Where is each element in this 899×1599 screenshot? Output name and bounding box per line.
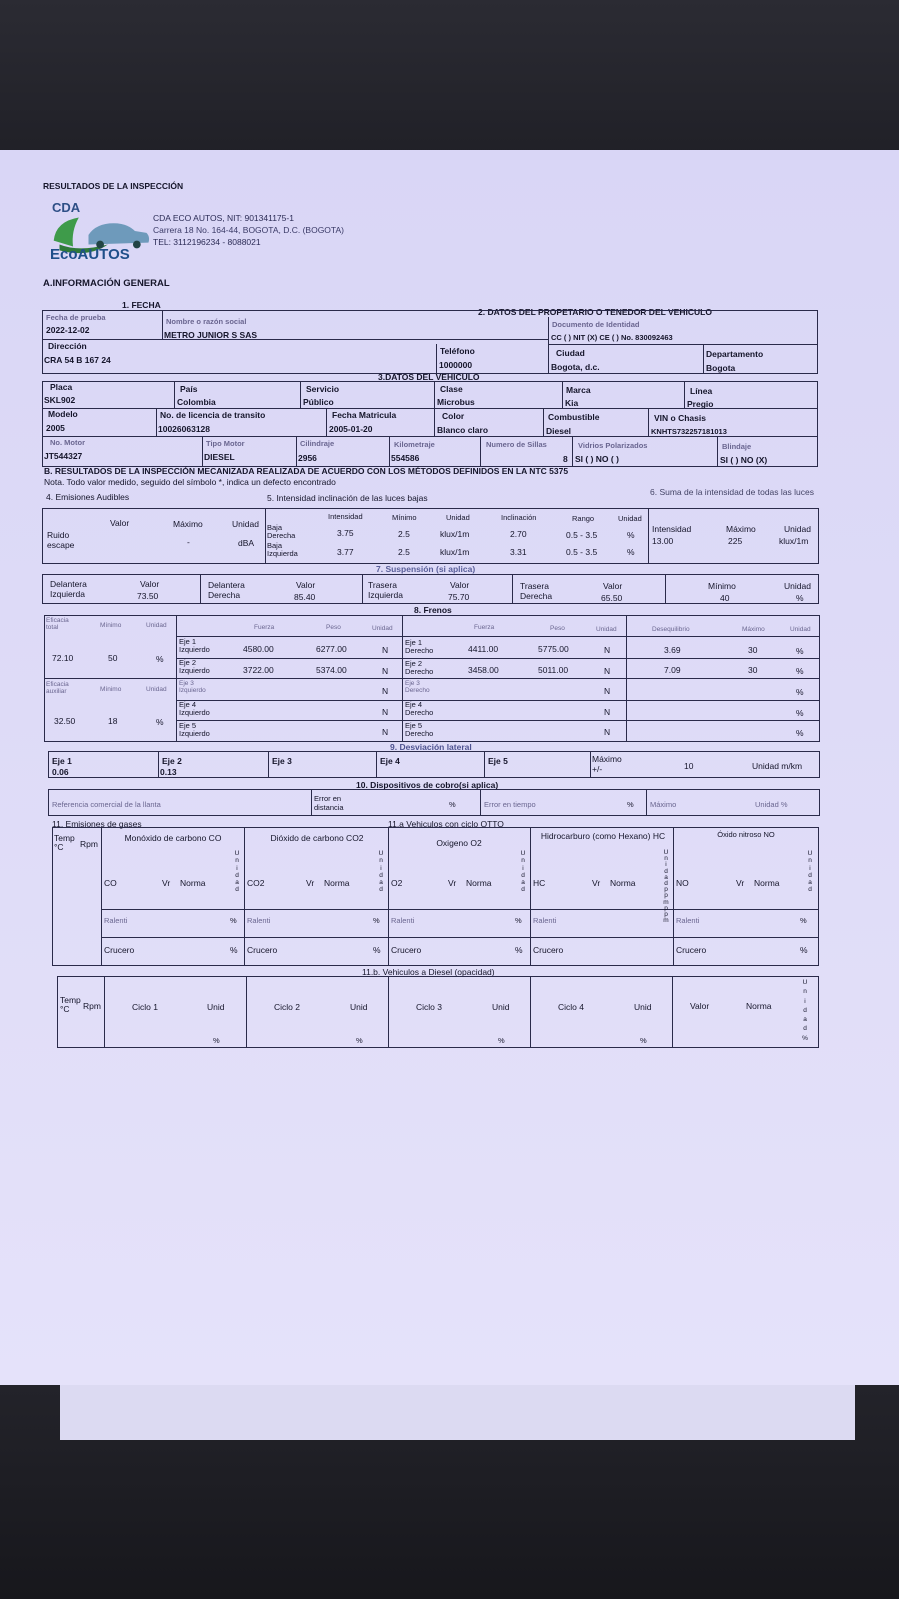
section-b-note: Nota. Todo valor medido, seguido del símbolo *, indica un defecto encontrado (44, 477, 336, 487)
cobro-tiempo-pct: % (627, 800, 634, 809)
eje-der-label: Eje 5 Derecho (405, 721, 434, 738)
gas-unidad-vertical: U n i d a d (378, 850, 384, 894)
suspension-valor: 65.50 (601, 593, 623, 603)
licencia-label: No. de licencia de transito (160, 410, 266, 420)
gas-unidad-vertical: U n i d a d (234, 850, 240, 894)
unidad-der-header: Unidad (596, 626, 617, 633)
suspension-minimo-label: Mínimo (708, 581, 736, 591)
motor-value: JT544327 (44, 451, 83, 461)
desviacion-eje-label: Eje 1 (52, 756, 72, 766)
eje-der-label: Eje 1 Derecho (405, 638, 434, 655)
owner-box (42, 310, 818, 374)
desviacion-eje-label: Eje 2 (162, 756, 182, 766)
luces-inclinacion: 3.31 (510, 547, 527, 557)
logo-text-ecoautos: EcoAUTOS (50, 246, 130, 263)
gas-ralenti-pct: % (515, 916, 522, 925)
desequilibrio-value: 7.09 (664, 665, 681, 675)
cilindraje-label: Cilindraje (300, 439, 335, 448)
gas-crucero: Crucero (391, 945, 422, 955)
eje-izq-peso: 5374.00 (316, 665, 347, 675)
vin-label: VIN o Chasis (654, 413, 706, 423)
luces-header-unidad: Unidad (446, 513, 470, 522)
color-label: Color (442, 411, 465, 421)
gas-crucero: Crucero (533, 945, 564, 955)
eficacia-aux-minimo-label: Mínimo (100, 686, 122, 693)
cobro-box (48, 789, 820, 816)
diesel-pct: % (498, 1036, 505, 1045)
ruido-unidad: dBA (238, 538, 255, 548)
fuerza-izq-header: Fuerza (254, 624, 275, 631)
eje-izq-label: Eje 3 Izquierdo (179, 680, 206, 694)
razon-social-label: Nombre o razón social (166, 317, 247, 326)
suma-maximo-label: Máximo (726, 524, 756, 534)
diesel-unid-label: Unid (207, 1002, 225, 1012)
gas-vr: Vr (306, 878, 315, 888)
ciudad-label: Ciudad (556, 348, 585, 358)
eje-der-label: Eje 3 Derecho (405, 680, 430, 694)
section-a-title: A.INFORMACIÓN GENERAL (43, 278, 170, 289)
eje-izq-label: Eje 5 Izquierdo (179, 721, 210, 738)
diesel-rpm-label: Rpm (83, 1001, 101, 1011)
suspension-title: 7. Suspensión (si aplica) (376, 564, 476, 574)
luces-unidad: klux/1m (440, 547, 470, 557)
ruido-unidad-header: Unidad (232, 519, 259, 529)
razon-social-value: METRO JUNIOR S SAS (164, 330, 258, 340)
vidrios-label: Vidrios Polarizados (578, 441, 648, 450)
gas-crucero-pct: % (515, 945, 523, 955)
desviacion-unidad: Unidad m/km (752, 761, 803, 771)
luces-unidad: klux/1m (440, 529, 470, 539)
gas-ralenti-pct: % (800, 916, 807, 925)
vidrios-value: SI ( ) NO ( ) (575, 454, 619, 464)
blindaje-value: SI ( ) NO (X) (720, 455, 768, 465)
clase-label: Clase (440, 384, 463, 394)
combustible-value: Diesel (546, 426, 572, 436)
suma-luces-title: 6. Suma de la intensidad de todas las luces (650, 487, 814, 497)
gas-ralenti-pct: % (230, 916, 237, 925)
eje-izq-unidad: N (382, 707, 389, 717)
gas-crucero-pct: % (230, 945, 238, 955)
clase-value: Microbus (437, 397, 475, 407)
diesel-ciclo-label: Ciclo 2 (274, 1002, 300, 1012)
combustible-label: Combustible (548, 412, 600, 422)
luces-unidad2: % (627, 547, 635, 557)
eficacia-aux-unidad-label: Unidad (146, 686, 167, 693)
eficacia-minimo-label: Mínimo (100, 622, 122, 629)
eje-der-unidad: N (604, 707, 611, 717)
telefono-value: 1000000 (439, 360, 473, 370)
desequilibrio-max: 30 (748, 665, 758, 675)
desviacion-maximo-label: Máximo +/- (592, 754, 622, 774)
desviacion-eje-label: Eje 3 (272, 756, 292, 766)
suspension-valor: 73.50 (137, 591, 159, 601)
luces-header-intensidad: Intensidad (328, 512, 363, 521)
gas-crucero-pct: % (373, 945, 381, 955)
suspension-label: Trasera Izquierda (368, 580, 403, 600)
pais-value: Colombia (177, 397, 216, 407)
background-surface-top (0, 0, 899, 160)
gas-norma: Norma (324, 878, 350, 888)
desequilibrio-max: 30 (748, 645, 758, 655)
desequilibrio-value: 3.69 (664, 645, 681, 655)
luces-header-inclinacion: Inclinación (501, 513, 537, 522)
gas-column-title: Óxido nitroso NO (717, 830, 775, 839)
desequilibrio-unit: % (796, 666, 804, 676)
otto-temp-label: Temp °C (54, 833, 75, 852)
eje-izq-unidad: N (382, 727, 389, 737)
motor-label: No. Motor (50, 438, 85, 447)
eficacia-aux-value: 32.50 (54, 716, 76, 726)
pais-label: País (180, 384, 198, 394)
luces-header-unidad2: Unidad (618, 514, 642, 523)
cobro-distancia-pct: % (449, 800, 456, 809)
suma-maximo: 225 (728, 536, 743, 546)
frenos-title: 8. Frenos (414, 605, 452, 615)
audible-lights-box (42, 508, 819, 564)
ruido-maximo-header: Máximo (173, 519, 203, 529)
gas-norma: Norma (466, 878, 492, 888)
luces-header-minimo: Mínimo (392, 513, 417, 522)
luces-rango: 0.5 - 3.5 (566, 547, 598, 557)
diesel-unidad-vertical: U n i d a d % (802, 979, 808, 1042)
linea-value: Pregio (687, 399, 714, 409)
luces-unidad2: % (627, 530, 635, 540)
diesel-unid-label: Unid (350, 1002, 368, 1012)
eje-izq-label: Eje 1 Izquierdo (179, 637, 210, 654)
eje-izq-peso: 6277.00 (316, 644, 347, 654)
licencia-value: 10026063128 (158, 424, 211, 434)
company-name: CDA ECO AUTOS, NIT: 901341175-1 (153, 213, 294, 223)
gas-ralenti-pct: % (373, 916, 380, 925)
eje-izq-fuerza: 3722.00 (243, 665, 274, 675)
tipo-motor-label: Tipo Motor (206, 439, 245, 448)
diesel-title: 11.b. Vehiculos a Diesel (opacidad) (362, 967, 495, 977)
peso-izq-header: Peso (326, 624, 341, 631)
desequilibrio-unit: % (796, 708, 804, 718)
eficacia-total-min: 50 (108, 653, 118, 663)
ruido-label: Ruido escape (47, 530, 75, 550)
placa-label: Placa (50, 382, 73, 392)
gas-code: NO (676, 878, 689, 888)
suspension-valor-label: Valor (140, 579, 160, 589)
eje-der-fuerza: 3458.00 (468, 665, 499, 675)
cobro-referencia: Referencia comercial de la llanta (52, 800, 161, 809)
suspension-minimo: 40 (720, 593, 730, 603)
gas-unidad-vertical: U n i d a d (807, 850, 813, 894)
eje-der-label: Eje 4 Derecho (405, 700, 434, 717)
suspension-valor: 85.40 (294, 592, 316, 602)
logo-text-cda: CDA (52, 200, 81, 215)
gas-ralenti: Ralenti (676, 916, 700, 925)
placa-value: SKL902 (44, 395, 76, 405)
gas-crucero: Crucero (247, 945, 278, 955)
diesel-unid-label: Unid (492, 1002, 510, 1012)
diesel-valor-label: Valor (690, 1001, 710, 1011)
emisiones-audibles-title: 4. Emisiones Audibles (46, 492, 130, 502)
direccion-label: Dirección (48, 341, 87, 351)
desequilibrio-header: Desequilibrio (652, 626, 690, 633)
gas-ralenti: Ralenti (104, 916, 128, 925)
suspension-label: Delantera Izquierda (50, 579, 87, 599)
eficacia-unidad-label: Unidad (146, 622, 167, 629)
suspension-valor-label: Valor (603, 581, 623, 591)
gas-unidad-vertical: U n i d a d (520, 850, 526, 894)
eficacia-total-label: Eficacia total (46, 617, 69, 631)
diesel-pct: % (356, 1036, 363, 1045)
luces-inclinacion: 2.70 (510, 529, 527, 539)
diesel-ciclo-label: Ciclo 4 (558, 1002, 584, 1012)
gas-code: O2 (391, 878, 403, 888)
sillas-value: 8 (563, 454, 568, 464)
cobro-title: 10. Dispositivos de cobro(si aplica) (356, 780, 499, 790)
eje-der-peso: 5775.00 (538, 644, 569, 654)
luces-minimo: 2.5 (398, 529, 410, 539)
tipo-motor-value: DIESEL (204, 452, 235, 462)
gas-column-title: Oxigeno O2 (436, 838, 482, 848)
gas-column-title: Dióxido de carbono CO2 (270, 833, 364, 843)
maximo-header: Máximo (742, 626, 765, 633)
ciudad-value: Bogota, d.c. (551, 362, 600, 372)
eje-izq-unidad: N (382, 645, 389, 655)
eje-der-unidad: N (604, 666, 611, 676)
diesel-temp-label: Temp °C (60, 995, 81, 1014)
gas-norma: Norma (754, 878, 780, 888)
section-b-title: B. RESULTADOS DE LA INSPECCIÓN MECANIZADA REALIZADA DE ACUERDO CON LOS MÉTODOS DEFINIDOS EN LA NTC 5375 (44, 466, 569, 476)
desviacion-eje-value: 0.06 (52, 767, 69, 777)
gas-code: HC (533, 878, 546, 888)
gas-vr: Vr (736, 878, 745, 888)
company-address: Carrera 18 No. 164-44, BOGOTA, D.C. (BOGOTA) (153, 225, 344, 235)
gas-unidad-ppm-vertical: U n i d a d p p m p p m (663, 849, 669, 925)
suspension-valor: 75.70 (448, 592, 470, 602)
kilometraje-label: Kilometraje (394, 440, 435, 449)
gas-crucero: Crucero (676, 945, 707, 955)
gas-norma: Norma (610, 878, 636, 888)
eje-izq-fuerza: 4580.00 (243, 644, 274, 654)
inspection-report-sheet (0, 150, 899, 1385)
suma-unidad-label: Unidad (784, 524, 811, 534)
servicio-value: Público (303, 397, 334, 407)
fuerza-der-header: Fuerza (474, 624, 495, 631)
gas-vr: Vr (448, 878, 457, 888)
gas-crucero: Crucero (104, 945, 135, 955)
diesel-unid-label: Unid (634, 1002, 652, 1012)
gas-norma: Norma (180, 878, 206, 888)
eje-der-unidad: N (604, 727, 611, 737)
report-title: RESULTADOS DE LA INSPECCIÓN (43, 181, 184, 191)
propietario-title: 2. DATOS DEL PROPETARIO O TENEDOR DEL VEHICULO (478, 307, 712, 317)
blindaje-label: Blindaje (722, 442, 752, 451)
eje-izq-unidad: N (382, 686, 389, 696)
luces-row-label: Baja Derecha (267, 523, 296, 540)
cobro-unidad: Unidad % (755, 800, 788, 809)
gas-code: CO (104, 878, 117, 888)
suspension-unidad-label: Unidad (784, 581, 811, 591)
desviacion-eje-label: Eje 4 (380, 756, 400, 766)
modelo-value: 2005 (46, 423, 65, 433)
gases-title: 11. Emisiones de gases (52, 819, 142, 829)
eje-izq-label: Eje 2 Izquierdo (179, 658, 210, 675)
peso-der-header: Peso (550, 625, 565, 632)
suspension-unidad: % (796, 593, 804, 603)
eficacia-aux-min: 18 (108, 716, 118, 726)
unidad-izq-header: Unidad (372, 625, 393, 632)
unidad-header: Unidad (790, 626, 811, 633)
vehiculo-title: 3.DATOS DEL VEHICULO (378, 372, 480, 382)
color-value: Blanco claro (437, 425, 489, 435)
diesel-norma-label: Norma (746, 1001, 772, 1011)
telefono-label: Teléfono (440, 346, 475, 356)
otto-rpm-label: Rpm (80, 839, 98, 849)
luces-minimo: 2.5 (398, 547, 410, 557)
eje-izq-unidad: N (382, 666, 389, 676)
documento-value: CC ( ) NIT (X) CE ( ) No. 830092463 (551, 333, 673, 342)
eje-der-peso: 5011.00 (538, 665, 569, 675)
cilindraje-value: 2956 (298, 453, 317, 463)
cobro-error-distancia: Error en distancia (314, 794, 344, 812)
eje-der-fuerza: 4411.00 (468, 644, 499, 654)
matricula-value: 2005-01-20 (329, 424, 373, 434)
desviacion-title: 9. Desviación lateral (390, 742, 472, 752)
diesel-ciclo-label: Ciclo 3 (416, 1002, 442, 1012)
marca-label: Marca (566, 385, 591, 395)
direccion-value: CRA 54 B 167 24 (44, 355, 111, 365)
gas-vr: Vr (162, 878, 171, 888)
luces-intensidad: 3.77 (337, 547, 354, 557)
desviacion-eje-value: 0.13 (160, 767, 177, 777)
fecha-prueba-value: 2022-12-02 (46, 325, 90, 335)
gas-ralenti: Ralenti (247, 916, 271, 925)
suspension-valor-label: Valor (450, 580, 470, 590)
linea-label: Línea (690, 386, 713, 396)
eje-izq-label: Eje 4 Izquierdo (179, 700, 210, 717)
diesel-box (57, 976, 819, 1048)
desequilibrio-unit: % (796, 646, 804, 656)
luces-title: 5. Intensidad inclinación de las luces bajas (267, 493, 428, 503)
desequilibrio-unit: % (796, 687, 804, 697)
gas-ralenti: Ralenti (533, 916, 557, 925)
eje-der-unidad: N (604, 645, 611, 655)
gas-column-title: Hidrocarburo (como Hexano) HC (540, 831, 666, 841)
luces-header-rango: Rango (572, 514, 595, 523)
eficacia-total-value: 72.10 (52, 653, 74, 663)
modelo-label: Modelo (48, 409, 78, 419)
otto-title: 11.a Vehiculos con ciclo OTTO (388, 819, 504, 829)
gas-crucero-pct: % (800, 945, 808, 955)
servicio-label: Servicio (306, 384, 340, 394)
gas-vr: Vr (592, 878, 601, 888)
desviacion-eje-label: Eje 5 (488, 756, 508, 766)
eje-der-unidad: N (604, 686, 611, 696)
kilometraje-value: 554586 (391, 453, 420, 463)
gas-code: CO2 (247, 878, 265, 888)
matricula-label: Fecha Matricula (332, 410, 397, 420)
marca-value: Kia (565, 398, 579, 408)
sillas-label: Numero de Sillas (486, 440, 547, 449)
fecha-prueba-label: Fecha de prueba (46, 313, 106, 322)
suma-intensidad: 13.00 (652, 536, 674, 546)
suma-unidad: klux/1m (779, 536, 809, 546)
eficacia-total-unit: % (156, 654, 164, 664)
luces-rango: 0.5 - 3.5 (566, 530, 598, 540)
eje-der-label: Eje 2 Derecho (405, 659, 434, 676)
cobro-maximo: Máximo (650, 800, 677, 809)
diesel-pct: % (213, 1036, 220, 1045)
diesel-pct: % (640, 1036, 647, 1045)
ruido-valor-header: Valor (110, 518, 130, 528)
departamento-value: Bogota (706, 363, 736, 373)
desviacion-maximo: 10 (684, 761, 694, 771)
fecha-title: 1. FECHA (122, 300, 161, 310)
eficacia-auxiliar-label: Eficacia auxiliar (46, 681, 69, 695)
luces-row-label: Baja Izquierda (267, 541, 298, 558)
luces-intensidad: 3.75 (337, 528, 354, 538)
suspension-label: Delantera Derecha (208, 580, 245, 600)
diesel-ciclo-label: Ciclo 1 (132, 1002, 158, 1012)
desequilibrio-unit: % (796, 728, 804, 738)
gas-column-title: Monóxido de carbono CO (124, 833, 222, 843)
suspension-label: Trasera Derecha (520, 581, 553, 601)
departamento-label: Departamento (706, 349, 764, 359)
ruido-maximo: - (187, 537, 190, 547)
vin-value: KNHTS732257181013 (651, 427, 727, 436)
gas-ralenti: Ralenti (391, 916, 415, 925)
suspension-valor-label: Valor (296, 580, 316, 590)
eficacia-aux-unit: % (156, 717, 164, 727)
suma-intensidad-label: Intensidad (652, 524, 692, 534)
documento-label: Documento de Identidad (552, 320, 640, 329)
company-phone: TEL: 3112196234 - 8088021 (153, 237, 261, 247)
cobro-error-tiempo: Error en tiempo (484, 800, 536, 809)
